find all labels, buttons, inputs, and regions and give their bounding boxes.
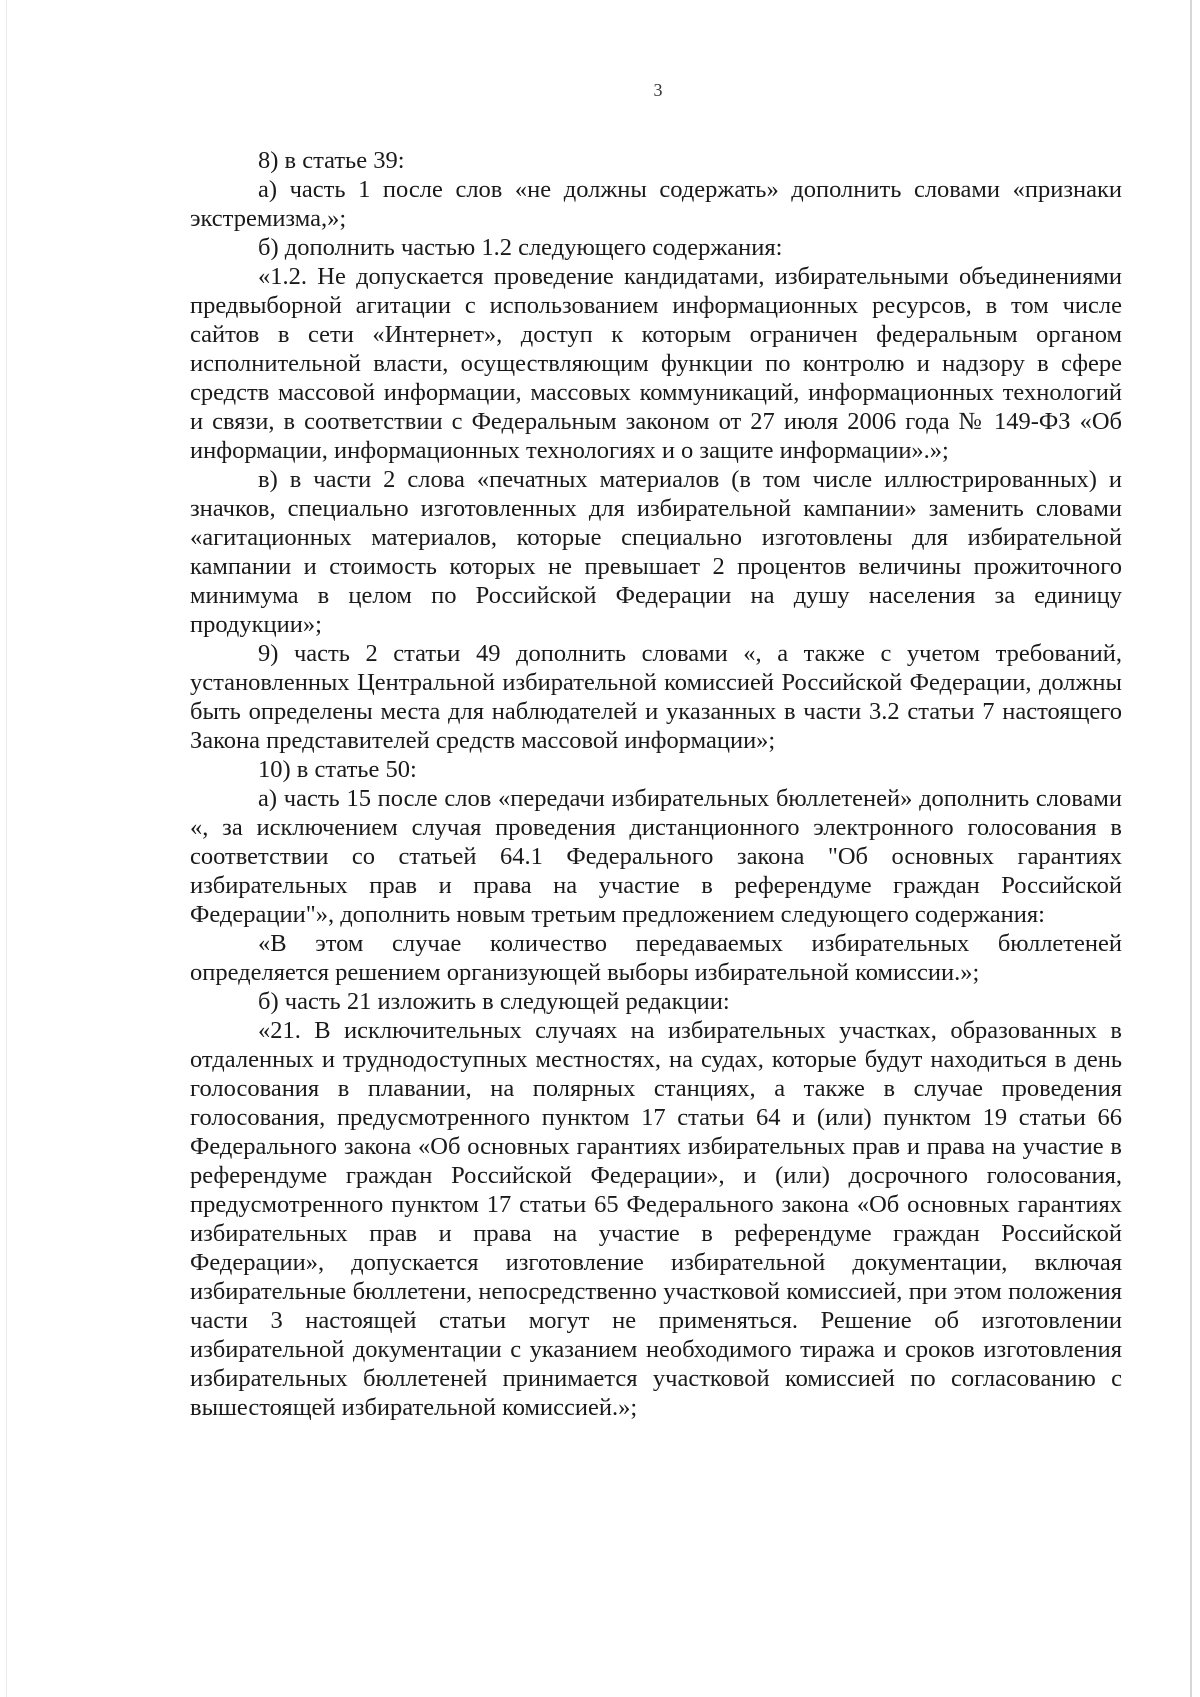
scan-left-edge bbox=[6, 0, 7, 1697]
paragraph-article-50-heading: 10) в статье 50: bbox=[258, 756, 417, 783]
paragraph-article-39-b: б) дополнить частью 1.2 следующего содержания: bbox=[258, 234, 783, 261]
paragraph-article-50-b: б) часть 21 изложить в следующей редакции: bbox=[258, 988, 730, 1015]
paragraph-article-50-a: а) часть 15 после слов «передачи избирательных бюллетеней» дополнить словами «, за исключением случая проведения дистанционного электронного голосования в соответствии со статьей 64.1 Федерального закона "Об основных гарантиях избирательных прав и права на участие в референдуме граждан Российской Федерации"», дополнить новым третьим предложением следующего содержания: bbox=[190, 785, 1122, 928]
paragraph-article-39-a: а) часть 1 после слов «не должны содержать» дополнить словами «признаки экстремизма,»; bbox=[190, 176, 1122, 232]
paragraph-article-50-insert: «В этом случае количество передаваемых избирательных бюллетеней определяется решением организующей выборы избирательной комиссии.»; bbox=[190, 930, 1122, 986]
paragraph-article-39-c: в) в части 2 слова «печатных материалов (в том числе иллюстрированных) и значков, специально изготовленных для избирательной кампании» заменить словами «агитационных материалов, которые специально изготовлены для избирательной кампании и стоимость которых не превышает 2 процентов величины прожиточного минимума в целом по Российской Федерации на душу населения за единицу продукции»; bbox=[190, 466, 1122, 638]
scan-right-edge bbox=[1190, 0, 1192, 1697]
page-number: 3 bbox=[653, 80, 663, 100]
paragraph-article-39-part-1-2: «1.2. Не допускается проведение кандидатами, избирательными объединениями предвыборной агитации с использованием информационных ресурсов, в том числе сайтов в сети «Интернет», доступ к которым ограничен федеральным органом исполнительной власти, осуществляющим функции по контролю и надзору в сфере средств массовой информации, массовых коммуникаций, информационных технологий и связи, в соответствии с Федеральным законом от 27 июля 2006 года № 149-ФЗ «Об информации, информационных технологиях и о защите информации».»; bbox=[190, 263, 1122, 464]
paragraph-article-50-part-21: «21. В исключительных случаях на избирательных участках, образованных в отдаленных и труднодоступных местностях, на судах, которые будут находиться в день голосования в плавании, на полярных станциях, а также в случае проведения голосования, предусмотренного пунктом 17 статьи 64 и (или) пунктом 19 статьи 66 Федерального закона «Об основных гарантиях избирательных прав и права на участие в референдуме граждан Российской Федерации», и (или) досрочного голосования, предусмотренного пунктом 17 статьи 65 Федерального закона «Об основных гарантиях избирательных прав и права на участие в референдуме граждан Российской Федерации», допускается изготовление избирательной документации, включая избирательные бюллетени, непосредственно участковой комиссией, при этом положения части 3 настоящей статьи могут не применяться. Решение об изготовлении избирательной документации с указанием необходимого тиража и сроков изготовления избирательных бюллетеней принимается участковой комиссией по согласованию с вышестоящей избирательной комиссией.»; bbox=[190, 1017, 1122, 1421]
document-body bbox=[190, 146, 1122, 1422]
paragraph-article-39-heading: 8) в статье 39: bbox=[258, 147, 405, 174]
paragraph-article-49: 9) часть 2 статьи 49 дополнить словами «, а также с учетом требований, установленных Центральной избирательной комиссией Российской Федерации, должны быть определены места для наблюдателей и указанных в части 3.2 статьи 7 настоящего Закона представителей средств массовой информации»; bbox=[190, 640, 1122, 754]
